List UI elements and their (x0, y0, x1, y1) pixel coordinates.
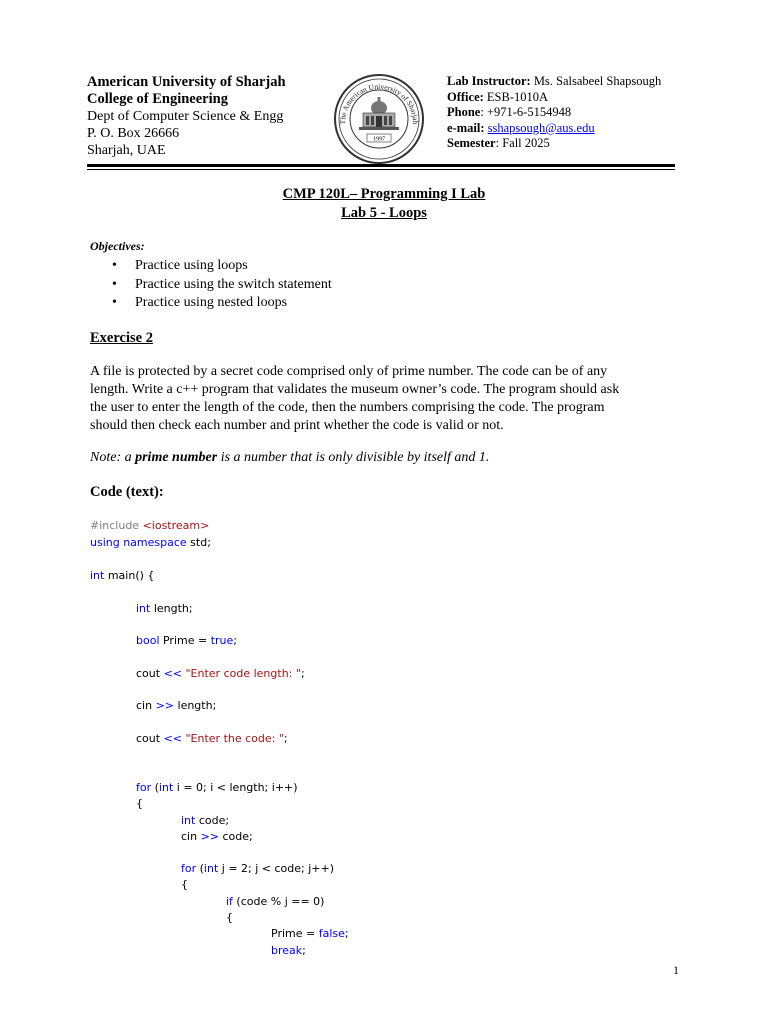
code-line-prime-false: Prime = false; (271, 927, 349, 940)
code-line-code-decl: int code; (181, 814, 230, 827)
code-line-for-inner: for (int j = 2; j < code; j++) (181, 862, 335, 875)
lab-title: Lab 5 - Loops (341, 205, 427, 221)
objective-item: • Practice using the switch statement (112, 276, 332, 295)
page-number: 1 (673, 963, 679, 977)
email-link[interactable]: sshapsough@aus.edu (487, 120, 595, 135)
email-row: e-mail: sshapsough@aus.edu (447, 120, 595, 135)
institution-address (87, 74, 286, 159)
code-line-using: using namespace std; (90, 536, 211, 549)
code-line-brace: { (181, 878, 188, 891)
po-box: P. O. Box 26666 (87, 126, 180, 141)
code-line-bool: bool Prime = true; (136, 634, 238, 647)
header-divider-thick (87, 164, 675, 167)
code-line-if: if (code % j == 0) (226, 895, 325, 908)
code-line-cout-length: cout << "Enter code length: "; (136, 667, 305, 680)
code-line-brace: { (136, 797, 143, 810)
code-line-include: #include <iostream> (90, 519, 210, 532)
department-name: Dept of Computer Science & Engg (87, 109, 284, 124)
objective-item: • Practice using loops (112, 257, 332, 276)
instructor-row: Lab Instructor: Ms. Salsabeel Shapsough (447, 74, 662, 88)
code-line-cin-length: cin >> length; (136, 699, 217, 712)
code-line-main: int main() { (90, 569, 155, 582)
instructor-info (447, 74, 661, 152)
college-name: College of Engineering (87, 91, 228, 107)
code-line-cin-code: cin >> code; (181, 830, 253, 843)
code-line-cout-code: cout << "Enter the code: "; (136, 732, 288, 745)
objective-item: • Practice using nested loops (112, 294, 332, 313)
code-line-brace: { (226, 911, 233, 924)
exercise-description: A file is protected by a secret code comprised only of prime number. The code can be of any length. Write a c++ program that validates the museum owner’s code. The program should ask the user to enter the length of the code, then the numbers comprising the code. The program should then check each number and print whether the code is valid or not. (90, 364, 620, 433)
code-line-for-outer: for (int i = 0; i < length; i++) (136, 781, 298, 794)
university-seal-icon (333, 73, 425, 165)
phone-row: Phone: +971-6-5154948 (447, 105, 572, 119)
code-line-break: break; (271, 944, 306, 957)
header-divider-thin (87, 169, 675, 170)
semester-row: Semester: Fall 2025 (447, 136, 550, 150)
university-name: American University of Sharjah (87, 74, 286, 90)
code-line-length: int length; (136, 602, 193, 615)
course-title: CMP 120L– Programming I Lab (282, 186, 486, 202)
seal-year: 1997 (373, 136, 385, 143)
office-row: Office: ESB-1010A (447, 89, 549, 104)
objectives-label: Objectives: (90, 239, 145, 253)
prime-note: Note: a prime number is a number that is only divisible by itself and 1. (90, 450, 490, 465)
code-title: Code (text): (90, 484, 164, 500)
exercise-title: Exercise 2 (90, 330, 153, 346)
objectives-list (112, 257, 332, 313)
city: Sharjah, UAE (87, 143, 166, 158)
seal-text: The American University of Sharjah (337, 81, 421, 125)
